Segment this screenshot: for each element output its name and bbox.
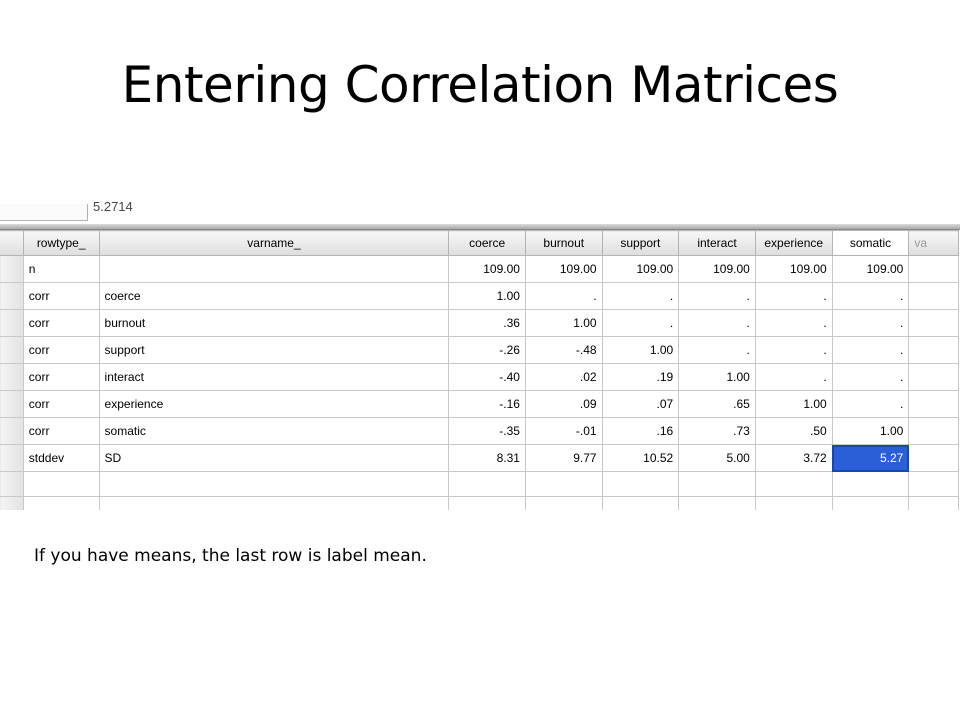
cell-value[interactable]: . [755, 283, 832, 310]
table-row [0, 418, 959, 445]
table-row [0, 391, 959, 418]
cell-empty[interactable] [909, 337, 959, 364]
column-header[interactable]: varname_ [99, 231, 449, 256]
row-header[interactable] [0, 364, 23, 391]
cell-value[interactable]: 109.00 [755, 256, 832, 283]
column-header[interactable]: somatic [832, 231, 909, 256]
cell-rowtype[interactable]: corr [23, 391, 99, 418]
cell-value[interactable]: . [755, 337, 832, 364]
cell-value[interactable]: 3.72 [755, 445, 832, 472]
spreadsheet-screenshot [0, 200, 960, 510]
cell-reference-box[interactable] [0, 204, 88, 221]
cell-value[interactable]: 109.00 [449, 256, 526, 283]
cell-empty[interactable] [832, 472, 909, 497]
cell-empty[interactable] [525, 497, 602, 511]
row-header[interactable] [0, 283, 23, 310]
cell-value[interactable]: -.48 [525, 337, 602, 364]
cell-empty[interactable] [99, 472, 449, 497]
cell-empty[interactable] [23, 472, 99, 497]
cell-value[interactable]: 5.27 [832, 445, 909, 472]
cell-empty[interactable] [449, 497, 526, 511]
row-header[interactable] [0, 497, 23, 511]
table-row [0, 445, 959, 472]
cell-empty[interactable] [23, 497, 99, 511]
column-header-row [0, 231, 959, 256]
cell-value[interactable]: 10.52 [602, 445, 679, 472]
row-header[interactable] [0, 256, 23, 283]
cell-rowtype[interactable]: corr [23, 364, 99, 391]
cell-varname[interactable]: burnout [99, 310, 449, 337]
column-header[interactable]: burnout [525, 231, 602, 256]
cell-value[interactable]: . [755, 364, 832, 391]
cell-empty[interactable] [909, 472, 959, 497]
cell-value[interactable]: -.26 [449, 337, 526, 364]
column-header[interactable]: support [602, 231, 679, 256]
cell-varname[interactable]: SD [99, 445, 449, 472]
cell-value[interactable]: 1.00 [525, 310, 602, 337]
cell-value[interactable]: 1.00 [602, 337, 679, 364]
cell-value[interactable]: . [832, 337, 909, 364]
row-header[interactable] [0, 472, 23, 497]
cell-value[interactable]: . [602, 310, 679, 337]
cell-value[interactable]: . [755, 310, 832, 337]
table-row [0, 310, 959, 337]
cell-value[interactable]: -.01 [525, 418, 602, 445]
cell-value[interactable]: -.35 [449, 418, 526, 445]
cell-empty[interactable] [602, 472, 679, 497]
cell-value[interactable]: .36 [449, 310, 526, 337]
cell-rowtype[interactable]: corr [23, 283, 99, 310]
cell-empty[interactable] [679, 472, 756, 497]
column-header[interactable]: interact [679, 231, 756, 256]
formula-bar [0, 200, 960, 225]
cell-value[interactable]: 5.00 [679, 445, 756, 472]
table-row [0, 283, 959, 310]
cell-value[interactable]: 109.00 [525, 256, 602, 283]
column-header[interactable]: coerce [449, 231, 526, 256]
slide-title: Entering Correlation Matrices [121, 56, 839, 114]
table-row [0, 337, 959, 364]
cell-empty[interactable] [909, 364, 959, 391]
cell-value[interactable]: 9.77 [525, 445, 602, 472]
cell-value[interactable]: .07 [602, 391, 679, 418]
data-grid [0, 230, 959, 510]
cell-rowtype[interactable]: stddev [23, 445, 99, 472]
table-row [0, 256, 959, 283]
cell-value[interactable]: .19 [602, 364, 679, 391]
cell-value[interactable]: 8.31 [449, 445, 526, 472]
cell-empty[interactable] [99, 497, 449, 511]
cell-empty[interactable] [755, 472, 832, 497]
cell-value[interactable]: .16 [602, 418, 679, 445]
cell-empty[interactable] [909, 391, 959, 418]
cell-empty[interactable] [909, 445, 959, 472]
cell-empty[interactable] [602, 497, 679, 511]
cell-value[interactable]: .65 [679, 391, 756, 418]
cell-value[interactable]: 1.00 [679, 364, 756, 391]
cell-empty[interactable] [832, 497, 909, 511]
cell-varname[interactable]: interact [99, 364, 449, 391]
cell-value[interactable]: . [679, 310, 756, 337]
cell-empty[interactable] [909, 310, 959, 337]
cell-value[interactable]: 109.00 [602, 256, 679, 283]
cell-rowtype[interactable]: n [23, 256, 99, 283]
cell-value[interactable]: .02 [525, 364, 602, 391]
row-header[interactable] [0, 391, 23, 418]
cell-empty[interactable] [525, 472, 602, 497]
cell-value[interactable]: .73 [679, 418, 756, 445]
cell-value[interactable]: 1.00 [832, 418, 909, 445]
row-header[interactable] [0, 418, 23, 445]
cell-empty[interactable] [909, 497, 959, 511]
cell-value[interactable]: . [832, 283, 909, 310]
row-header[interactable] [0, 337, 23, 364]
cell-empty[interactable] [909, 283, 959, 310]
column-header[interactable]: experience [755, 231, 832, 256]
cell-value[interactable]: 109.00 [832, 256, 909, 283]
cell-value[interactable]: . [832, 364, 909, 391]
cell-value[interactable]: . [679, 283, 756, 310]
cell-rowtype[interactable]: corr [23, 310, 99, 337]
cell-rowtype[interactable]: corr [23, 337, 99, 364]
slide-caption: If you have means, the last row is label mean. [34, 546, 427, 566]
cell-value[interactable]: . [525, 283, 602, 310]
cell-varname[interactable]: experience [99, 391, 449, 418]
cell-varname[interactable]: somatic [99, 418, 449, 445]
cell-value[interactable]: . [679, 337, 756, 364]
column-header[interactable]: va [909, 231, 959, 256]
row-header[interactable] [0, 445, 23, 472]
corner-header[interactable] [0, 231, 23, 256]
cell-value[interactable]: . [832, 310, 909, 337]
cell-varname[interactable] [99, 256, 449, 283]
cell-value[interactable]: -.40 [449, 364, 526, 391]
cell-value[interactable]: -.16 [449, 391, 526, 418]
cell-varname[interactable]: support [99, 337, 449, 364]
cell-value[interactable]: . [832, 391, 909, 418]
cell-empty[interactable] [909, 418, 959, 445]
cell-varname[interactable]: coerce [99, 283, 449, 310]
cell-value[interactable]: 1.00 [449, 283, 526, 310]
cell-value-display[interactable]: 5.2714 [93, 200, 133, 214]
cell-value[interactable]: 109.00 [679, 256, 756, 283]
cell-value[interactable]: .09 [525, 391, 602, 418]
column-header[interactable]: rowtype_ [23, 231, 99, 256]
empty-row [0, 472, 959, 497]
cell-empty[interactable] [909, 256, 959, 283]
cell-value[interactable]: . [602, 283, 679, 310]
table-row [0, 364, 959, 391]
cell-value[interactable]: .50 [755, 418, 832, 445]
row-header[interactable] [0, 310, 23, 337]
cell-empty[interactable] [755, 497, 832, 511]
empty-row [0, 497, 959, 511]
cell-rowtype[interactable]: corr [23, 418, 99, 445]
cell-empty[interactable] [449, 472, 526, 497]
cell-empty[interactable] [679, 497, 756, 511]
cell-value[interactable]: 1.00 [755, 391, 832, 418]
